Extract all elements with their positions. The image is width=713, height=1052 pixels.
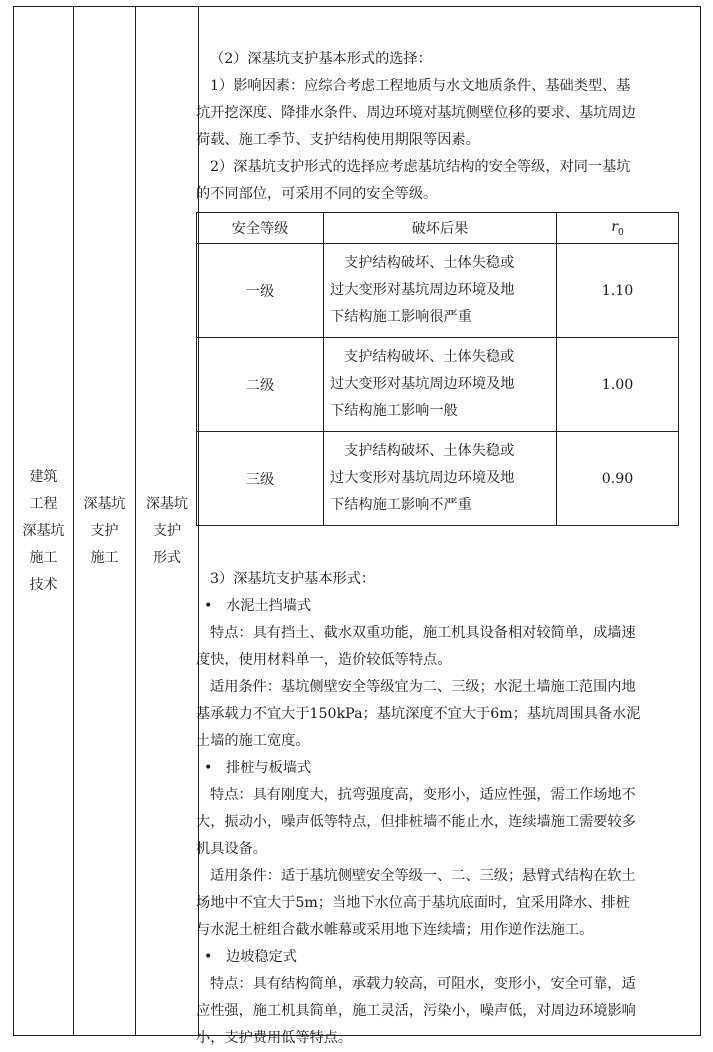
bullet-title: • 水泥土挡墙式 <box>196 593 678 620</box>
paragraph-line: 与水泥土桩组合截水帷幕或采用地下连续墙；用作逆作法施工。 <box>196 922 594 938</box>
result-line: 支护结构破坏、土体失稳或 <box>344 349 515 365</box>
paragraph-line: 特点：具有挡土、截水双重功能，施工机具设备相对较简单，成墙速 <box>210 625 636 641</box>
paragraph-line: 机具设备。 <box>196 841 267 857</box>
paragraph-line: 坑开挖深度、降排水条件、周边环境对基坑侧壁位移的要求、基坑周边 <box>196 105 636 121</box>
category-label-line: 建筑 <box>29 469 58 485</box>
category-column <box>14 7 74 1035</box>
paragraph-line: 土墙的施工宽度。 <box>196 733 310 749</box>
topic-label-line: 形式 <box>153 550 181 566</box>
subcategory-label-line: 施工 <box>90 550 119 566</box>
result-cell <box>324 338 557 432</box>
paragraph-line: 适用条件：基坑侧壁安全等级宜为二、三级；水泥土墙施工范围内地 <box>210 679 636 695</box>
bullet-title: • 边坡稳定式 <box>196 944 678 971</box>
grade-cell: 二级 <box>197 338 324 432</box>
subcategory-label <box>74 491 135 572</box>
result-line: 支护结构破坏、土体失稳或 <box>344 443 515 459</box>
result-line: 下结构施工影响不严重 <box>330 497 472 513</box>
r0-cell: 1.00 <box>557 338 679 432</box>
paragraph-line: 小，支护费用低等特点。 <box>196 1030 353 1046</box>
result-cell <box>324 432 557 526</box>
paragraph-line: 1）影响因素：应综合考虑工程地质与水文地质条件、基础类型、基 <box>210 78 631 94</box>
topic-label-line: 支护 <box>153 523 181 539</box>
topic-label <box>136 491 198 572</box>
section-heading: 3）深基坑支护基本形式： <box>210 571 376 587</box>
result-line: 支护结构破坏、土体失稳或 <box>344 255 515 271</box>
grade-cell: 一级 <box>197 244 324 338</box>
header-r0 <box>557 213 679 244</box>
paragraph-line: 度快，使用材料单一，造价较低等特点。 <box>196 652 452 668</box>
category-label-line: 技术 <box>29 577 58 593</box>
subcategory-label-line: 支护 <box>90 523 119 539</box>
paragraph-line: 2）深基坑支护形式的选择应考虑基坑结构的安全等级，对同一基坑 <box>210 159 631 175</box>
result-cell <box>324 244 557 338</box>
r0-cell: 1.10 <box>557 244 679 338</box>
paragraph-line: 场地中不宜大于5m；当地下水位高于基坑底面时，宜采用降水、排桩 <box>196 895 630 911</box>
r0-subscript: 0 <box>618 227 624 238</box>
category-label-line: 工程 <box>29 496 58 512</box>
r0-cell: 0.90 <box>557 432 679 526</box>
header-result: 破坏后果 <box>324 213 557 244</box>
category-label-line: 施工 <box>29 550 58 566</box>
r0-symbol: r <box>611 218 619 235</box>
header-grade: 安全等级 <box>197 213 324 244</box>
table-header-row <box>197 213 679 244</box>
paragraph-line: 适用条件：适于基坑侧壁安全等级一、二、三级；悬臂式结构在软土 <box>210 868 636 884</box>
table-row <box>197 338 679 432</box>
paragraph-line: 荷载、施工季节、支护结构使用期限等因素。 <box>196 132 480 148</box>
subcategory-column <box>74 7 136 1035</box>
paragraph-line: 特点：具有刚度大，抗弯强度高，变形小，适应性强，需工作场地不 <box>210 787 636 803</box>
table-row <box>197 244 679 338</box>
topic-label-line: 深基坑 <box>146 496 188 512</box>
grade-cell: 三级 <box>197 432 324 526</box>
safety-grade-table <box>196 212 679 526</box>
paragraph-line: 特点：具有结构简单，承载力较高，可阻水，变形小，安全可靠，适 <box>210 976 636 992</box>
topic-column <box>136 7 199 1035</box>
category-label <box>14 464 73 599</box>
bullet-title: • 排桩与板墙式 <box>196 755 678 782</box>
section-heading: （2）深基坑支护基本形式的选择： <box>210 51 432 67</box>
result-line: 下结构施工影响一般 <box>330 403 458 419</box>
forms-section <box>196 566 678 1052</box>
paragraph-line: 基承载力不宜大于150kPa；基坑深度不宜大于6m；基坑周围具备水泥 <box>196 706 641 722</box>
result-line: 过大变形对基坑周边环境及地 <box>330 282 515 298</box>
paragraph-line: 大，振动小，噪声低等特点，但排桩墙不能止水，连续墙施工需要较多 <box>196 814 636 830</box>
result-line: 下结构施工影响很严重 <box>330 309 472 325</box>
result-line: 过大变形对基坑周边环境及地 <box>330 470 515 486</box>
result-line: 过大变形对基坑周边环境及地 <box>330 376 515 392</box>
subcategory-label-line: 深基坑 <box>83 496 126 512</box>
category-label-line: 深基坑 <box>22 523 65 539</box>
paragraph-line: 的不同部位，可采用不同的安全等级。 <box>196 186 438 202</box>
paragraph-line: 应性强，施工机具简单，施工灵活，污染小，噪声低，对周边环境影响 <box>196 1003 636 1019</box>
table-row <box>197 432 679 526</box>
intro-section <box>196 46 678 208</box>
